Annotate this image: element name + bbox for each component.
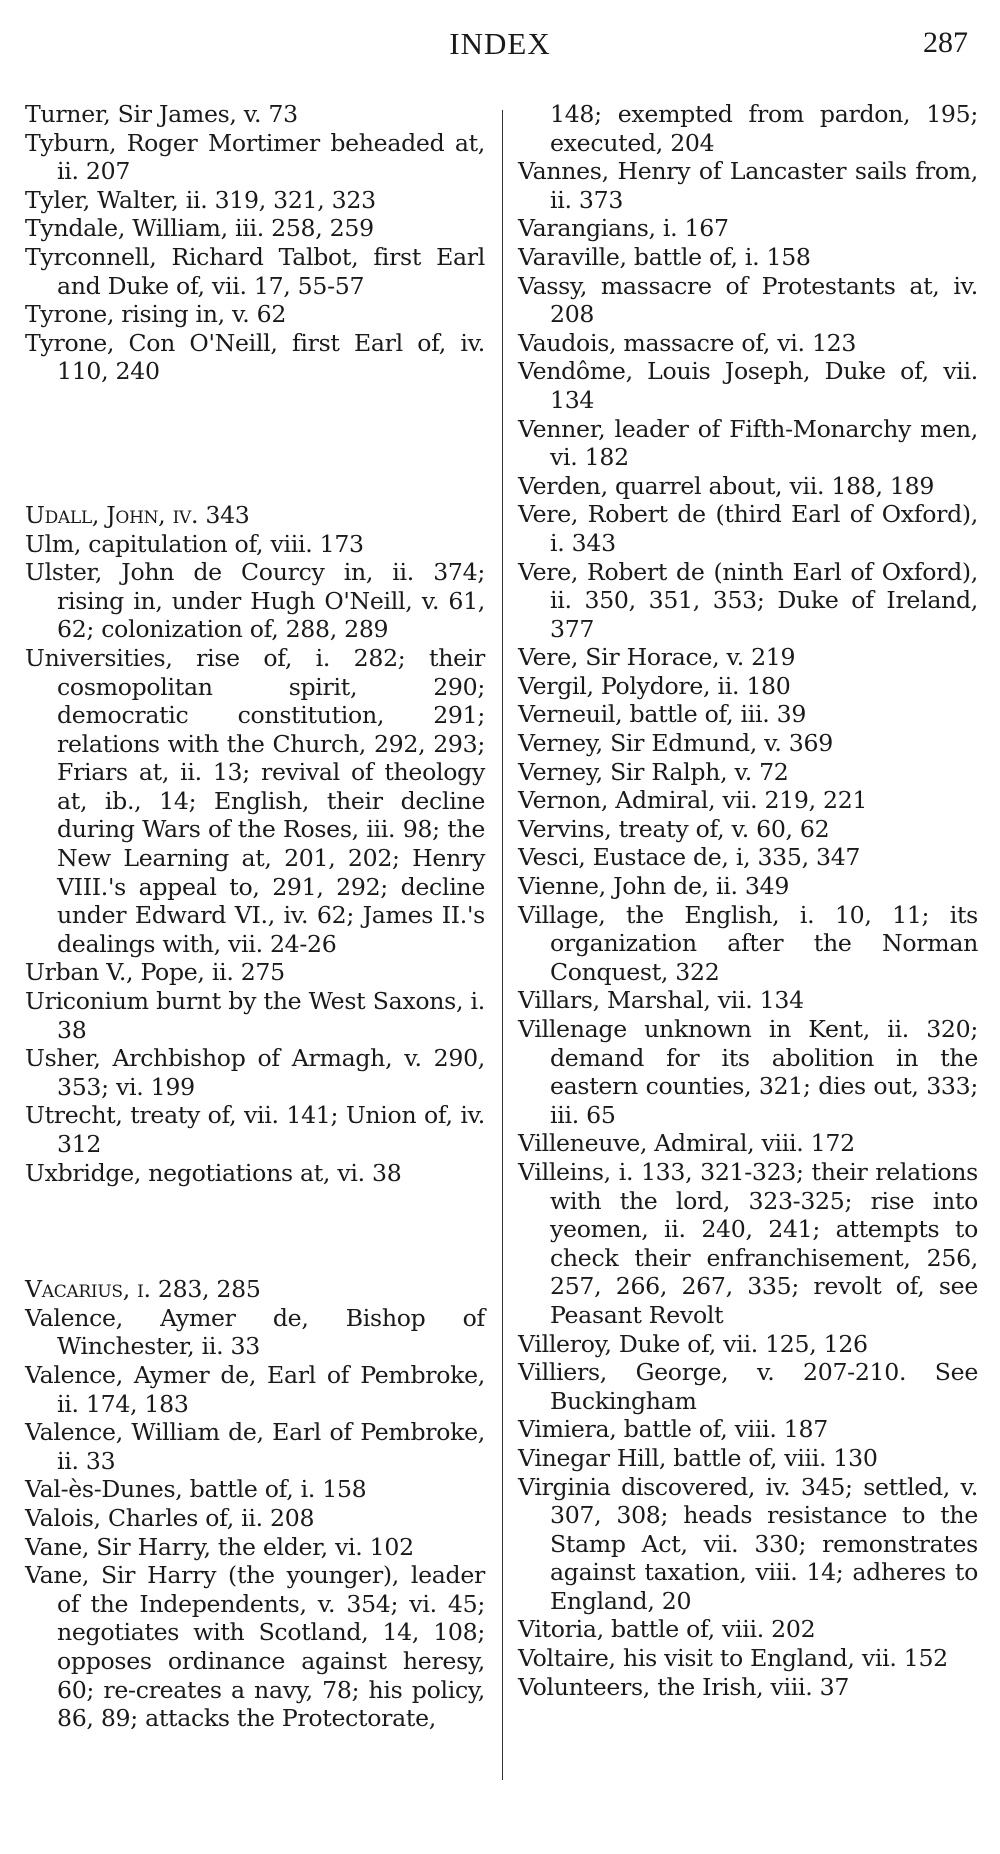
index-entry: Tyburn, Roger Mortimer beheaded at, ii. 207 [25,128,485,186]
index-entry: Villiers, George, v. 207-210. See Buckingham [518,1358,978,1415]
index-entry: Vane, Sir Harry, the elder, vi. 102 [25,1532,414,1561]
index-entry: Verney, Sir Edmund, v. 369 [518,729,833,758]
index-entry: Verneuil, battle of, iii. 39 [518,700,807,729]
index-entry: Valence, Aymer de, Bishop of Winchester, ii. 33 [25,1303,485,1361]
index-entry: Volunteers, the Irish, viii. 37 [518,1672,850,1701]
index-entry: Vere, Robert de (third Earl of Oxford), i. 343 [518,500,978,557]
index-entry: Vervins, treaty of, v. 60, 62 [518,814,830,843]
index-entry: Vinegar Hill, battle of, viii. 130 [518,1443,878,1472]
index-entry: Villeroy, Duke of, vii. 125, 126 [518,1329,868,1358]
index-entry: Verney, Sir Ralph, v. 72 [518,757,789,786]
index-entry: Vacarius, i. 283, 285 [25,1275,261,1304]
index-entry: Ulster, John de Courcy in, ii. 374; rising in, under Hugh O'Neill, v. 61, 62; colonization of, 288, 289 [25,558,485,644]
page-number: 287 [923,26,968,59]
index-entry: Varaville, battle of, i. 158 [518,242,811,271]
index-entry: Villenage unknown in Kent, ii. 320; demand for its abolition in the eastern counties, 321; dies out, 333; iii. 65 [518,1015,978,1129]
section-gap [25,1187,485,1275]
index-entry: Tyrconnell, Richard Talbot, first Earl and Duke of, vii. 17, 55-57 [25,242,485,300]
index-entry: Turner, Sir James, v. 73 [25,100,298,128]
index-entry: Vernon, Admiral, vii. 219, 221 [518,786,868,815]
index-entry: Val-ès-Dunes, battle of, i. 158 [25,1475,367,1504]
index-left-column [25,100,485,1733]
index-entry: Villeneuve, Admiral, viii. 172 [518,1129,855,1158]
index-entry: Voltaire, his visit to England, vii. 152 [518,1644,948,1673]
index-entry: Valois, Charles of, ii. 208 [25,1503,315,1532]
index-entry-continuation: 148; exempted from pardon, 195; executed, 204 [550,100,978,157]
index-group-t [25,100,485,386]
index-entry: Uxbridge, negotiations at, vi. 38 [25,1158,402,1187]
index-entry: Village, the English, i. 10, 11; its organization after the Norman Conquest, 322 [518,900,978,986]
page-header [0,26,1000,70]
index-entry: Vaudois, massacre of, vi. 123 [518,328,857,357]
index-entry: Tyrone, rising in, v. 62 [25,300,287,329]
index-entry: Vienne, John de, ii. 349 [518,872,790,901]
index-entry: Verden, quarrel about, vii. 188, 189 [518,471,935,500]
index-entry: Vimiera, battle of, viii. 187 [518,1415,828,1444]
index-entry: Uriconium burnt by the West Saxons, i. 38 [25,987,485,1044]
section-gap [25,386,485,501]
index-entry: Ulm, capitulation of, viii. 173 [25,529,364,558]
index-entry: Valence, William de, Earl of Pembroke, ii. 33 [25,1418,485,1475]
index-entry: Venner, leader of Fifth-Monarchy men, vi. 182 [518,414,978,472]
index-group-u [25,501,485,1187]
index-entry: Vere, Sir Horace, v. 219 [518,643,796,672]
page-title: INDEX [449,26,551,61]
index-entry: Virginia discovered, iv. 345; settled, v. 307, 308; heads resistance to the Stamp Act, vii. 330; remonstrates against taxation, viii. 14; adheres to England, 20 [518,1472,978,1615]
index-entry: Vannes, Henry of Lancaster sails from, ii. 373 [518,157,978,214]
index-entry: Tyrone, Con O'Neill, first Earl of, iv. 110, 240 [25,328,485,386]
column-divider [502,110,503,1780]
index-entry: Tyler, Walter, ii. 319, 321, 323 [25,185,376,214]
index-entry: Valence, Aymer de, Earl of Pembroke, ii. 174, 183 [25,1360,485,1418]
index-entry: Vane, Sir Harry (the younger), leader of the Independents, v. 354; vi. 45; negotiates with Scotland, 14, 108; opposes ordinance against heresy, 60; re-creates a navy, 78; his policy, 86, 89; attacks the Protectorate, [25,1561,485,1733]
index-entry: Vassy, massacre of Protestants at, iv. 208 [518,271,978,329]
index-entry: Vendôme, Louis Joseph, Duke of, vii. 134 [518,357,978,414]
index-entry: Vitoria, battle of, viii. 202 [518,1615,816,1644]
index-entry: Utrecht, treaty of, vii. 141; Union of, iv. 312 [25,1101,485,1158]
index-entry: Urban V., Pope, ii. 275 [25,958,285,987]
index-entry: Villars, Marshal, vii. 134 [518,986,804,1015]
index-entry: Usher, Archbishop of Armagh, v. 290, 353; vi. 199 [25,1044,485,1101]
index-right-column [518,100,978,1701]
index-right-entries [518,157,978,1701]
index-entry: Tyndale, William, iii. 258, 259 [25,214,374,243]
index-entry: Universities, rise of, i. 282; their cosmopolitan spirit, 290; democratic constitution, 291; relations with the Church, 292, 293; Friars at, ii. 13; revival of theology at, ib., 14; English, their decline during Wars of the Roses, iii. 98; the New Learning at, 201, 202; Henry VIII.'s appeal to, 291, 292; decline under Edward VI., iv. 62; James II.'s dealings with, vii. 24-26 [25,643,485,958]
index-entry: Villeins, i. 133, 321-323; their relations with the lord, 323-325; rise into yeomen, ii. 240, 241; attempts to check their enfranchisement, 256, 257, 266, 267, 335; revolt of, see Peasant Revolt [518,1157,978,1329]
index-entry: Vergil, Polydore, ii. 180 [518,671,791,700]
index-entry: Vere, Robert de (ninth Earl of Oxford), ii. 350, 351, 353; Duke of Ireland, 377 [518,557,978,643]
index-entry: Varangians, i. 167 [518,214,729,243]
index-entry: Udall, John, iv. 343 [25,500,250,529]
index-entry: Vesci, Eustace de, i, 335, 347 [518,843,861,872]
index-group-v [25,1275,485,1733]
